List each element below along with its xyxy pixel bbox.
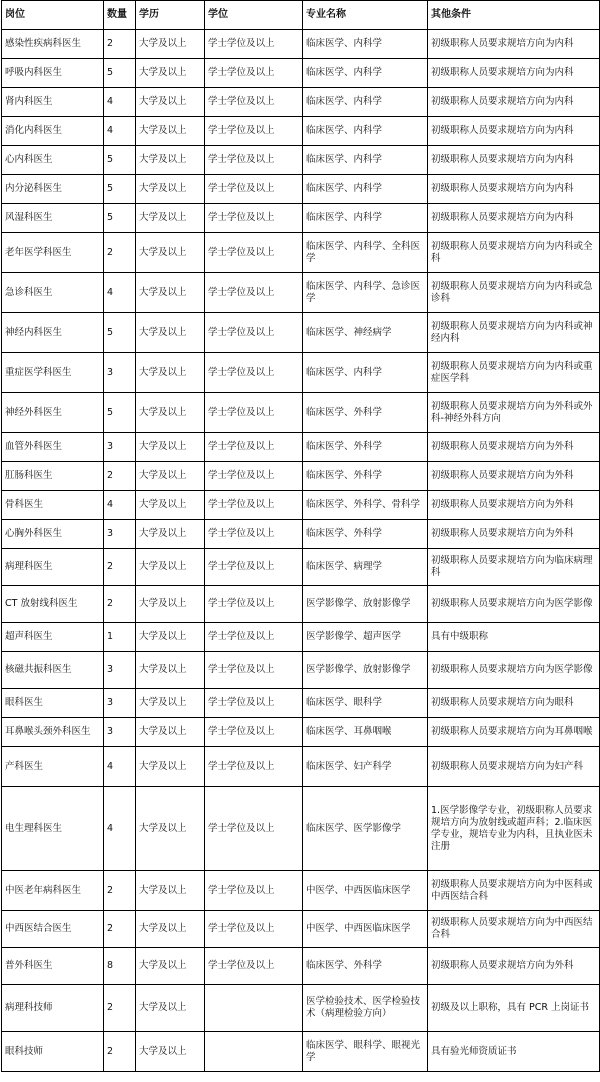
cell-education: 大学及以上	[136, 623, 205, 652]
table-row	[2, 652, 600, 689]
table-row	[2, 175, 600, 204]
cell-major: 医学检验技术、医学检验技术（病理检验方向）	[303, 985, 428, 1032]
cell-count: 2	[104, 985, 136, 1032]
cell-degree: 学士学位及以上	[205, 146, 303, 175]
cell-education: 大学及以上	[136, 747, 205, 787]
cell-other: 初级职称人员要求规培方向为内科或急诊科	[428, 273, 600, 313]
cell-major: 临床医学、内科学	[303, 204, 428, 233]
cell-post: 神经外科医生	[2, 393, 104, 433]
table-row	[2, 586, 600, 623]
cell-major: 临床医学、内科学	[303, 175, 428, 204]
cell-education: 大学及以上	[136, 462, 205, 491]
table-row	[2, 313, 600, 353]
table-row	[2, 787, 600, 871]
cell-other: 初级职称人员要求规培方向为外科	[428, 433, 600, 462]
header-education: 学历	[136, 1, 205, 30]
cell-degree: 学士学位及以上	[205, 393, 303, 433]
cell-count: 3	[104, 520, 136, 549]
cell-major: 临床医学、神经病学	[303, 313, 428, 353]
cell-other: 初级职称人员要求规培方向为内科	[428, 88, 600, 117]
table-row	[2, 549, 600, 586]
table-row	[2, 948, 600, 985]
header-post: 岗位	[2, 1, 104, 30]
cell-count: 2	[104, 549, 136, 586]
cell-count: 1	[104, 623, 136, 652]
table-row	[2, 273, 600, 313]
cell-education: 大学及以上	[136, 233, 205, 273]
cell-major: 临床医学、内科学	[303, 30, 428, 59]
cell-major: 临床医学、内科学	[303, 146, 428, 175]
cell-major: 临床医学、外科学	[303, 433, 428, 462]
cell-education: 大学及以上	[136, 273, 205, 313]
cell-degree: 学士学位及以上	[205, 30, 303, 59]
cell-degree: 学士学位及以上	[205, 948, 303, 985]
cell-other: 初级职称人员要求规培方向为外科	[428, 462, 600, 491]
cell-education: 大学及以上	[136, 146, 205, 175]
cell-degree: 学士学位及以上	[205, 652, 303, 689]
header-count: 数量	[104, 1, 136, 30]
cell-post: 急诊科医生	[2, 273, 104, 313]
cell-count: 3	[104, 718, 136, 747]
cell-post: 产科医生	[2, 747, 104, 787]
cell-count: 5	[104, 204, 136, 233]
cell-other: 1.医学影像学专业，初级职称人员要求规培方向为放射线或超声科；2.临床医学专业，规培专业为内科，且执业医未注册	[428, 787, 600, 871]
cell-post: 眼科医生	[2, 689, 104, 718]
cell-major: 临床医学、内科学、急诊医学	[303, 273, 428, 313]
cell-education: 大学及以上	[136, 911, 205, 948]
cell-post: 中西医结合医生	[2, 911, 104, 948]
table-row	[2, 117, 600, 146]
cell-degree: 学士学位及以上	[205, 233, 303, 273]
cell-major: 中医学、中西医临床医学	[303, 911, 428, 948]
cell-post: 血管外科医生	[2, 433, 104, 462]
cell-major: 临床医学、内科学	[303, 88, 428, 117]
cell-education: 大学及以上	[136, 948, 205, 985]
cell-other: 初级职称人员要求规培方向为内科或重症医学科	[428, 353, 600, 393]
cell-education: 大学及以上	[136, 117, 205, 146]
cell-other: 初级职称人员要求规培方向为临床病理科	[428, 549, 600, 586]
cell-post: 风湿科医生	[2, 204, 104, 233]
cell-count: 2	[104, 233, 136, 273]
cell-degree: 学士学位及以上	[205, 273, 303, 313]
cell-count: 5	[104, 313, 136, 353]
cell-major: 临床医学、医学影像学	[303, 787, 428, 871]
cell-education: 大学及以上	[136, 520, 205, 549]
cell-post: 心胸外科医生	[2, 520, 104, 549]
cell-major: 医学影像学、放射影像学	[303, 652, 428, 689]
cell-education: 大学及以上	[136, 175, 205, 204]
cell-education: 大学及以上	[136, 549, 205, 586]
cell-degree: 学士学位及以上	[205, 313, 303, 353]
cell-degree: 学士学位及以上	[205, 59, 303, 88]
cell-other: 初级职称人员要求规培方向为眼科	[428, 689, 600, 718]
table-row	[2, 491, 600, 520]
cell-major: 临床医学、外科学	[303, 393, 428, 433]
cell-major: 临床医学、外科学	[303, 948, 428, 985]
cell-other: 初级职称人员要求规培方向为内科	[428, 204, 600, 233]
cell-count: 4	[104, 787, 136, 871]
cell-other: 初级及以上职称，具有 PCR 上岗证书	[428, 985, 600, 1032]
cell-other: 初级职称人员要求规培方向为内科或神经内科	[428, 313, 600, 353]
cell-count: 2	[104, 30, 136, 59]
cell-degree: 学士学位及以上	[205, 689, 303, 718]
cell-post: 眼科技师	[2, 1032, 104, 1072]
cell-major: 临床医学、病理学	[303, 549, 428, 586]
cell-degree	[205, 1032, 303, 1072]
cell-count: 2	[104, 871, 136, 911]
cell-major: 临床医学、外科学	[303, 520, 428, 549]
cell-education: 大学及以上	[136, 491, 205, 520]
cell-post: 耳鼻喉头颈外科医生	[2, 718, 104, 747]
cell-other: 初级职称人员要求规培方向为内科	[428, 175, 600, 204]
cell-count: 2	[104, 586, 136, 623]
cell-other: 初级职称人员要求规培方向为外科	[428, 491, 600, 520]
cell-post: 中医老年病科医生	[2, 871, 104, 911]
cell-degree: 学士学位及以上	[205, 549, 303, 586]
cell-count: 4	[104, 747, 136, 787]
cell-major: 医学影像学、超声医学	[303, 623, 428, 652]
cell-count: 4	[104, 491, 136, 520]
table-row	[2, 985, 600, 1032]
cell-degree: 学士学位及以上	[205, 520, 303, 549]
table-row	[2, 520, 600, 549]
table-row	[2, 1032, 600, 1072]
cell-other: 初级职称人员要求规培方向为外科	[428, 520, 600, 549]
cell-count: 5	[104, 146, 136, 175]
cell-education: 大学及以上	[136, 718, 205, 747]
table-row	[2, 718, 600, 747]
cell-other: 初级职称人员要求规培方向为内科或全科	[428, 233, 600, 273]
cell-major: 临床医学、内科学	[303, 117, 428, 146]
cell-count: 5	[104, 175, 136, 204]
cell-education: 大学及以上	[136, 1032, 205, 1072]
cell-major: 临床医学、内科学	[303, 353, 428, 393]
cell-other: 初级职称人员要求规培方向为内科	[428, 30, 600, 59]
cell-education: 大学及以上	[136, 871, 205, 911]
cell-count: 4	[104, 88, 136, 117]
cell-degree: 学士学位及以上	[205, 117, 303, 146]
cell-post: 超声科医生	[2, 623, 104, 652]
cell-post: 老年医学科医生	[2, 233, 104, 273]
recruitment-table	[1, 0, 600, 1072]
cell-degree	[205, 985, 303, 1032]
cell-other: 初级职称人员要求规培方向为医学影像	[428, 652, 600, 689]
cell-post: 病理科医生	[2, 549, 104, 586]
cell-major: 临床医学、外科学	[303, 462, 428, 491]
table-row	[2, 623, 600, 652]
cell-other: 初级职称人员要求规培方向为中西医结合科	[428, 911, 600, 948]
cell-degree: 学士学位及以上	[205, 491, 303, 520]
cell-post: 普外科医生	[2, 948, 104, 985]
header-major: 专业名称	[303, 1, 428, 30]
header-degree: 学位	[205, 1, 303, 30]
cell-education: 大学及以上	[136, 652, 205, 689]
table-row	[2, 689, 600, 718]
cell-count: 2	[104, 1032, 136, 1072]
cell-degree: 学士学位及以上	[205, 911, 303, 948]
cell-post: 重症医学科医生	[2, 353, 104, 393]
table-row	[2, 204, 600, 233]
header-other: 其他条件	[428, 1, 600, 30]
cell-count: 3	[104, 433, 136, 462]
cell-other: 初级职称人员要求规培方向为耳鼻咽喉	[428, 718, 600, 747]
cell-other: 初级职称人员要求规培方向为外科	[428, 948, 600, 985]
cell-education: 大学及以上	[136, 313, 205, 353]
table-row	[2, 146, 600, 175]
cell-degree: 学士学位及以上	[205, 462, 303, 491]
cell-count: 4	[104, 273, 136, 313]
table-row	[2, 353, 600, 393]
table-row	[2, 747, 600, 787]
cell-count: 3	[104, 689, 136, 718]
cell-count: 5	[104, 393, 136, 433]
cell-education: 大学及以上	[136, 353, 205, 393]
cell-education: 大学及以上	[136, 689, 205, 718]
cell-count: 2	[104, 462, 136, 491]
cell-post: 神经内科医生	[2, 313, 104, 353]
cell-major: 中医学、中西医临床医学	[303, 871, 428, 911]
cell-other: 初级职称人员要求规培方向为医学影像	[428, 586, 600, 623]
cell-count: 2	[104, 911, 136, 948]
table-row	[2, 59, 600, 88]
cell-education: 大学及以上	[136, 30, 205, 59]
table-row	[2, 433, 600, 462]
cell-education: 大学及以上	[136, 393, 205, 433]
cell-other: 初级职称人员要求规培方向为内科	[428, 146, 600, 175]
table-row	[2, 233, 600, 273]
cell-education: 大学及以上	[136, 204, 205, 233]
cell-count: 3	[104, 353, 136, 393]
cell-degree: 学士学位及以上	[205, 871, 303, 911]
cell-count: 3	[104, 652, 136, 689]
cell-post: 核磁共振科医生	[2, 652, 104, 689]
cell-education: 大学及以上	[136, 59, 205, 88]
cell-education: 大学及以上	[136, 985, 205, 1032]
cell-major: 临床医学、外科学、骨科学	[303, 491, 428, 520]
cell-major: 临床医学、眼科学、眼视光学	[303, 1032, 428, 1072]
cell-degree: 学士学位及以上	[205, 623, 303, 652]
cell-degree: 学士学位及以上	[205, 433, 303, 462]
cell-degree: 学士学位及以上	[205, 88, 303, 117]
cell-education: 大学及以上	[136, 433, 205, 462]
cell-major: 临床医学、眼科学	[303, 689, 428, 718]
cell-major: 医学影像学、放射影像学	[303, 586, 428, 623]
cell-degree: 学士学位及以上	[205, 718, 303, 747]
cell-count: 8	[104, 948, 136, 985]
cell-post: 肛肠科医生	[2, 462, 104, 491]
cell-post: 电生理科医生	[2, 787, 104, 871]
cell-other: 初级职称人员要求规培方向为内科	[428, 59, 600, 88]
cell-major: 临床医学、妇产科学	[303, 747, 428, 787]
table-row	[2, 393, 600, 433]
cell-post: 骨科医生	[2, 491, 104, 520]
cell-post: 内分泌科医生	[2, 175, 104, 204]
cell-degree: 学士学位及以上	[205, 204, 303, 233]
cell-major: 临床医学、内科学、全科医学	[303, 233, 428, 273]
cell-count: 5	[104, 59, 136, 88]
cell-degree: 学士学位及以上	[205, 586, 303, 623]
cell-education: 大学及以上	[136, 787, 205, 871]
cell-degree: 学士学位及以上	[205, 353, 303, 393]
cell-other: 初级职称人员要求规培方向为内科	[428, 117, 600, 146]
cell-education: 大学及以上	[136, 88, 205, 117]
cell-post: 心内科医生	[2, 146, 104, 175]
table-row	[2, 911, 600, 948]
cell-major: 临床医学、耳鼻咽喉	[303, 718, 428, 747]
table-row	[2, 462, 600, 491]
cell-count: 4	[104, 117, 136, 146]
cell-post: 呼吸内科医生	[2, 59, 104, 88]
cell-post: 消化内科医生	[2, 117, 104, 146]
cell-education: 大学及以上	[136, 586, 205, 623]
cell-other: 具有中级职称	[428, 623, 600, 652]
cell-other: 初级职称人员要求规培方向为妇产科	[428, 747, 600, 787]
table-row	[2, 871, 600, 911]
cell-other: 具有验光师资质证书	[428, 1032, 600, 1072]
cell-major: 临床医学、内科学	[303, 59, 428, 88]
cell-other: 初级职称人员要求规培方向为外科或外科-神经外科方向	[428, 393, 600, 433]
cell-degree: 学士学位及以上	[205, 175, 303, 204]
cell-other: 初级职称人员要求规培方向为中医科或中西医结合科	[428, 871, 600, 911]
cell-degree: 学士学位及以上	[205, 787, 303, 871]
cell-degree: 学士学位及以上	[205, 747, 303, 787]
table-row	[2, 88, 600, 117]
table-row	[2, 30, 600, 59]
cell-post: 感染性疾病科医生	[2, 30, 104, 59]
header-row	[2, 1, 600, 30]
cell-post: 肾内科医生	[2, 88, 104, 117]
cell-post: CT 放射线科医生	[2, 586, 104, 623]
table-body	[2, 30, 600, 1072]
cell-post: 病理科技师	[2, 985, 104, 1032]
